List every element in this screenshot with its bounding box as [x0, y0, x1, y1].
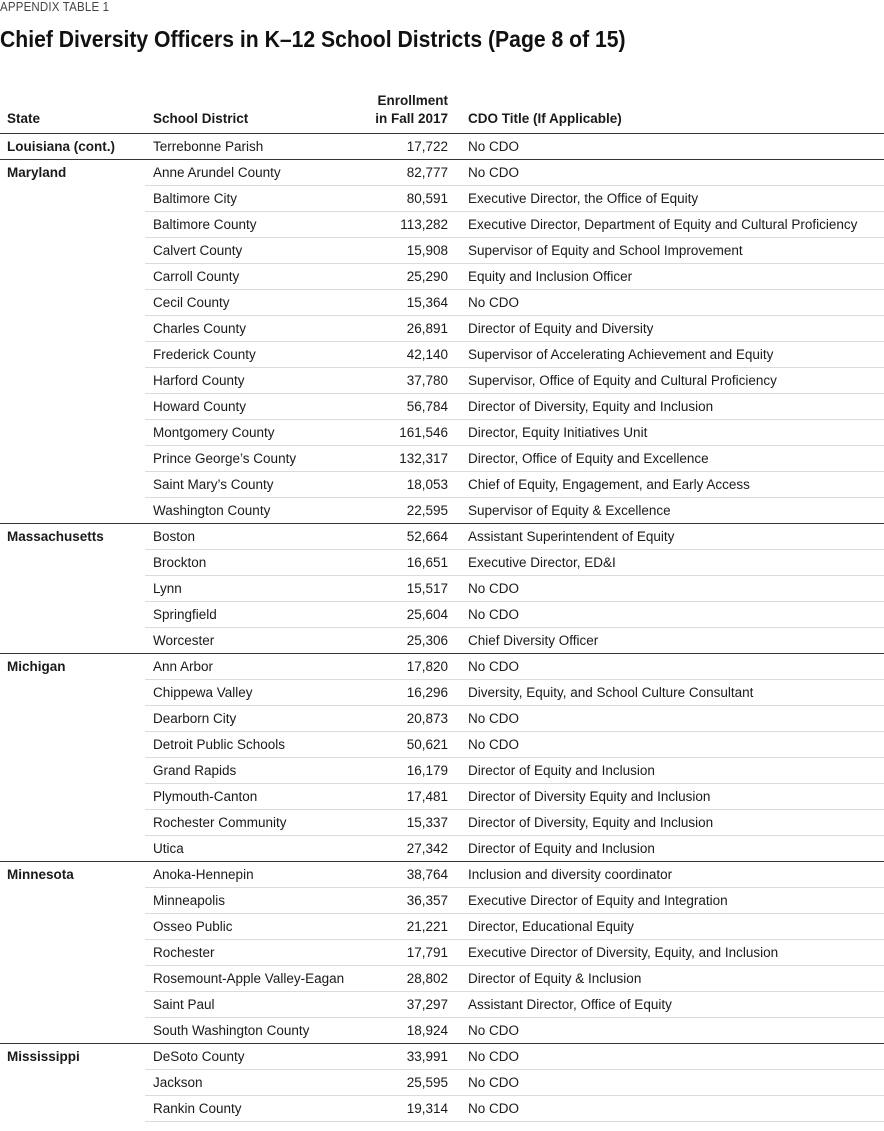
enrollment-cell: 33,991 — [345, 1044, 452, 1070]
table-row — [0, 966, 884, 992]
enrollment-cell: 16,651 — [345, 550, 452, 576]
cdo-title-cell: Inclusion and diversity coordinator — [452, 862, 884, 888]
table-row — [0, 446, 884, 472]
district-cell: Osseo Public — [145, 914, 345, 940]
district-cell: Rankin County — [145, 1096, 345, 1122]
cdo-title-cell: Director, Equity Initiatives Unit — [452, 420, 884, 446]
state-cell — [0, 394, 145, 420]
enrollment-cell: 25,595 — [345, 1070, 452, 1096]
cdo-title-cell: Executive Director, the Office of Equity — [452, 186, 884, 212]
enrollment-cell: 113,282 — [345, 212, 452, 238]
table-row — [0, 628, 884, 654]
district-cell: Charles County — [145, 316, 345, 342]
state-cell — [0, 212, 145, 238]
table-row — [0, 394, 884, 420]
district-cell: Plymouth-Canton — [145, 784, 345, 810]
table-row — [0, 1070, 884, 1096]
column-header-cdo-title: CDO Title (If Applicable) — [452, 88, 884, 134]
table-row — [0, 472, 884, 498]
state-cell — [0, 290, 145, 316]
state-cell — [0, 706, 145, 732]
enrollment-cell: 17,820 — [345, 654, 452, 680]
enrollment-cell: 21,221 — [345, 914, 452, 940]
state-cell — [0, 368, 145, 394]
cdo-title-cell: Supervisor of Accelerating Achievement and Equity — [452, 342, 884, 368]
cdo-title-cell: No CDO — [468, 139, 520, 154]
district-cell: Saint Mary’s County — [145, 472, 345, 498]
state-cell: Maryland — [0, 160, 145, 186]
state-cell — [0, 420, 145, 446]
table-row — [0, 264, 884, 290]
state-cell — [0, 810, 145, 836]
cdo-title-cell: No CDO — [452, 160, 884, 186]
state-cell — [0, 836, 145, 862]
enrollment-cell: 27,342 — [406, 841, 448, 856]
cdo-title-cell: Assistant Director, Office of Equity — [452, 992, 884, 1018]
cdo-title-cell: Director, Office of Equity and Excellence — [452, 446, 884, 472]
enrollment-cell: 19,314 — [345, 1096, 452, 1122]
enrollment-cell: 52,664 — [345, 524, 452, 550]
enrollment-cell: 82,777 — [345, 160, 452, 186]
enrollment-cell: 50,621 — [345, 732, 452, 758]
column-header-district: School District — [145, 88, 345, 134]
district-cell: Cecil County — [145, 290, 345, 316]
state-cell: Massachusetts — [0, 524, 145, 550]
cdo-title-cell: Executive Director, Department of Equity and Cultural Proficiency — [452, 212, 884, 238]
state-cell: Minnesota — [0, 862, 145, 888]
state-cell — [0, 992, 145, 1018]
cdo-title-cell: Chief of Equity, Engagement, and Early Access — [452, 472, 884, 498]
cdo-title-cell: Director of Equity & Inclusion — [452, 966, 884, 992]
cdo-title-cell: No CDO — [452, 602, 884, 628]
district-cell: Detroit Public Schools — [145, 732, 345, 758]
enrollment-cell: 36,357 — [345, 888, 452, 914]
enrollment-cell: 17,791 — [345, 940, 452, 966]
column-header-enrollment — [345, 88, 452, 134]
table-row — [0, 212, 884, 238]
state-cell: Michigan — [0, 654, 145, 680]
enrollment-cell: 25,306 — [406, 633, 448, 648]
state-cell: Mississippi — [0, 1044, 145, 1070]
table-row — [0, 888, 884, 914]
district-cell: Howard County — [145, 394, 345, 420]
district-cell: Calvert County — [145, 238, 345, 264]
enrollment-cell: 15,517 — [345, 576, 452, 602]
state-cell — [0, 888, 145, 914]
state-cell — [0, 316, 145, 342]
table-row — [0, 862, 884, 888]
cdo-title-cell: No CDO — [452, 1070, 884, 1096]
cdo-title-cell: Director of Diversity, Equity and Inclusion — [452, 394, 884, 420]
enrollment-cell: 18,924 — [406, 1023, 448, 1038]
district-cell: Worcester — [153, 633, 215, 648]
state-cell — [0, 1070, 145, 1096]
state-cell — [0, 446, 145, 472]
table-row — [0, 524, 884, 550]
enrollment-header-line2: in Fall 2017 — [375, 111, 448, 126]
enrollment-cell: 56,784 — [345, 394, 452, 420]
table-body — [0, 134, 884, 1122]
table-row — [0, 706, 884, 732]
enrollment-cell: 37,297 — [345, 992, 452, 1018]
district-cell: Chippewa Valley — [145, 680, 345, 706]
cdo-title-cell: Supervisor of Equity & Excellence — [468, 503, 671, 518]
cdo-title-cell: Director of Equity and Diversity — [452, 316, 884, 342]
state-cell — [0, 1018, 145, 1044]
table-row — [0, 784, 884, 810]
enrollment-cell: 15,337 — [345, 810, 452, 836]
table-row — [0, 758, 884, 784]
state-cell — [0, 732, 145, 758]
state-cell — [0, 758, 145, 784]
table-row — [0, 550, 884, 576]
district-cell: Dearborn City — [145, 706, 345, 732]
district-cell: Springfield — [145, 602, 345, 628]
enrollment-cell: 26,891 — [345, 316, 452, 342]
state-cell — [0, 264, 145, 290]
cdo-title-cell: No CDO — [452, 1044, 884, 1070]
state-cell — [0, 680, 145, 706]
cdo-title-cell: No CDO — [452, 576, 884, 602]
table-row — [0, 186, 884, 212]
cdo-title-cell: Director, Educational Equity — [452, 914, 884, 940]
table-row — [0, 654, 884, 680]
state-cell — [0, 628, 145, 654]
state-cell — [0, 966, 145, 992]
state-cell — [0, 940, 145, 966]
district-cell: Baltimore County — [145, 212, 345, 238]
table-row — [0, 992, 884, 1018]
cdo-table — [0, 88, 884, 1122]
cdo-title-cell: Equity and Inclusion Officer — [452, 264, 884, 290]
district-cell: Anoka-Hennepin — [145, 862, 345, 888]
cdo-title-cell: Diversity, Equity, and School Culture Consultant — [452, 680, 884, 706]
table-row — [0, 810, 884, 836]
cdo-title-cell: No CDO — [452, 706, 884, 732]
enrollment-cell: 38,764 — [345, 862, 452, 888]
table-row — [0, 836, 884, 862]
enrollment-cell: 15,908 — [345, 238, 452, 264]
state-cell — [0, 784, 145, 810]
table-row — [0, 914, 884, 940]
cdo-title-cell: Executive Director of Diversity, Equity, and Inclusion — [452, 940, 884, 966]
table-row — [0, 316, 884, 342]
enrollment-cell: 16,296 — [345, 680, 452, 706]
district-cell: Rochester Community — [145, 810, 345, 836]
state-cell — [0, 602, 145, 628]
district-cell: Minneapolis — [145, 888, 345, 914]
enrollment-cell: 18,053 — [345, 472, 452, 498]
district-cell: Grand Rapids — [145, 758, 345, 784]
cdo-title-cell: Executive Director of Equity and Integration — [452, 888, 884, 914]
table-row — [0, 342, 884, 368]
cdo-title-cell: No CDO — [468, 1023, 520, 1038]
enrollment-cell: 161,546 — [345, 420, 452, 446]
district-cell: Baltimore City — [145, 186, 345, 212]
table-row — [0, 1018, 884, 1044]
enrollment-cell: 15,364 — [345, 290, 452, 316]
cdo-title-cell: No CDO — [452, 732, 884, 758]
district-cell: DeSoto County — [145, 1044, 345, 1070]
cdo-title-cell: Executive Director, ED&I — [452, 550, 884, 576]
table-row — [0, 1044, 884, 1070]
state-cell — [0, 576, 145, 602]
cdo-title-cell: Supervisor of Equity and School Improvement — [452, 238, 884, 264]
enrollment-cell: 17,722 — [406, 139, 448, 154]
district-cell: Jackson — [145, 1070, 345, 1096]
district-cell: Prince George’s County — [145, 446, 345, 472]
enrollment-cell: 42,140 — [345, 342, 452, 368]
enrollment-header-line1: Enrollment — [377, 93, 448, 108]
column-header-state: State — [0, 88, 145, 134]
district-cell: Saint Paul — [145, 992, 345, 1018]
district-cell: Brockton — [145, 550, 345, 576]
state-cell — [0, 472, 145, 498]
district-cell: Montgomery County — [145, 420, 345, 446]
cdo-title-cell: No CDO — [452, 1096, 884, 1122]
cdo-title-cell: Supervisor, Office of Equity and Cultural Proficiency — [452, 368, 884, 394]
table-row — [0, 576, 884, 602]
cdo-title-cell: No CDO — [452, 290, 884, 316]
table-kicker: APPENDIX TABLE 1 — [0, 0, 110, 14]
district-cell: Ann Arbor — [145, 654, 345, 680]
district-cell: Harford County — [145, 368, 345, 394]
enrollment-cell: 80,591 — [345, 186, 452, 212]
table-row — [0, 290, 884, 316]
state-cell — [0, 914, 145, 940]
enrollment-cell: 25,604 — [345, 602, 452, 628]
table-row — [0, 498, 884, 524]
cdo-title-cell: Director of Equity and Inclusion — [468, 841, 655, 856]
district-cell: Anne Arundel County — [145, 160, 345, 186]
table-row — [0, 732, 884, 758]
cdo-title-cell: Director of Diversity, Equity and Inclusion — [452, 810, 884, 836]
table-row — [0, 368, 884, 394]
district-cell: Boston — [145, 524, 345, 550]
table-row — [0, 602, 884, 628]
enrollment-cell: 20,873 — [345, 706, 452, 732]
table-row — [0, 160, 884, 186]
cdo-title-cell: No CDO — [452, 654, 884, 680]
enrollment-cell: 37,780 — [345, 368, 452, 394]
cdo-title-cell: Director of Equity and Inclusion — [452, 758, 884, 784]
district-cell: Rosemount-Apple Valley-Eagan — [145, 966, 345, 992]
state-cell — [0, 342, 145, 368]
district-cell: Frederick County — [145, 342, 345, 368]
state-cell — [0, 1096, 145, 1122]
cdo-title-cell: Assistant Superintendent of Equity — [452, 524, 884, 550]
table-row — [0, 680, 884, 706]
district-cell: Rochester — [145, 940, 345, 966]
state-cell — [0, 238, 145, 264]
district-cell: South Washington County — [153, 1023, 310, 1038]
district-cell: Terrebonne Parish — [153, 139, 264, 154]
table-row — [0, 134, 884, 160]
cdo-title-cell: Director of Diversity Equity and Inclusion — [452, 784, 884, 810]
table-row — [0, 420, 884, 446]
table-row — [0, 940, 884, 966]
enrollment-cell: 22,595 — [406, 503, 448, 518]
enrollment-cell: 132,317 — [345, 446, 452, 472]
state-cell — [0, 498, 145, 524]
state-cell — [0, 550, 145, 576]
table-row — [0, 1096, 884, 1122]
state-cell — [0, 186, 145, 212]
table-row — [0, 238, 884, 264]
enrollment-cell: 16,179 — [345, 758, 452, 784]
page-title: Chief Diversity Officers in K–12 School Districts (Page 8 of 15) — [0, 26, 626, 52]
district-cell: Washington County — [153, 503, 271, 518]
district-cell: Utica — [153, 841, 184, 856]
enrollment-cell: 28,802 — [345, 966, 452, 992]
district-cell: Lynn — [145, 576, 345, 602]
state-cell: Louisiana (cont.) — [7, 139, 115, 154]
enrollment-cell: 17,481 — [345, 784, 452, 810]
table-header-row — [0, 88, 884, 134]
cdo-title-cell: Chief Diversity Officer — [468, 633, 599, 648]
enrollment-cell: 25,290 — [345, 264, 452, 290]
district-cell: Carroll County — [145, 264, 345, 290]
